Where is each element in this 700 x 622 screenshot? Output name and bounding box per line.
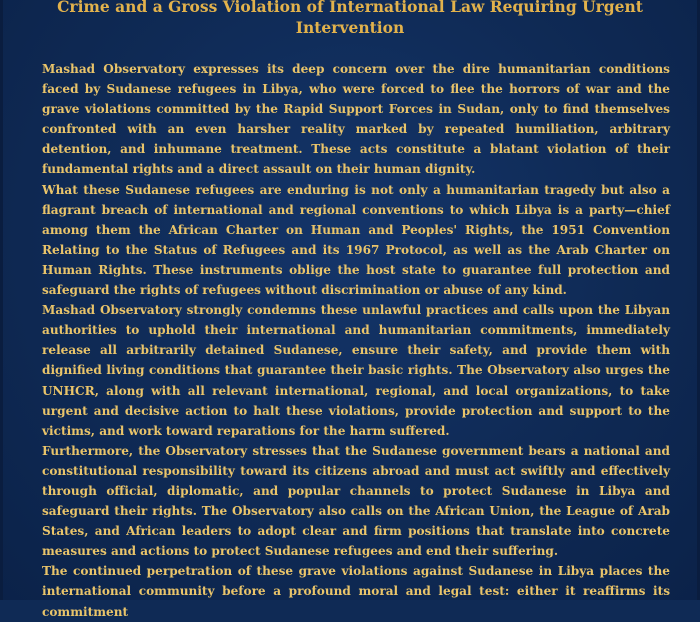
statement-body xyxy=(42,59,670,622)
left-edge xyxy=(0,0,3,600)
statement-title xyxy=(40,0,660,38)
paragraph-4: Furthermore, the Observatory stresses that the Sudanese government bears a national and constitutional responsibility toward its citizens abroad and must act swiftly and effectively through official, diplomatic, and popular channels to protect Sudanese in Libya and safeguard their rights. The Observatory also calls on the African Union, the League of Arab States, and African leaders to adopt clear and firm positions that translate into concrete measures and actions to protect Sudanese refugees and end their suffering. xyxy=(42,443,670,559)
title-line-1: Crime and a Gross Violation of International Law Requiring Urgent xyxy=(57,0,643,16)
paragraph-2: What these Sudanese refugees are enduring is not only a humanitarian tragedy but also a flagrant breach of international and regional conventions to which Libya is a party—chief among them the African Charter on Human and Peoples' Rights, the 1951 Convention Relating to the Status of Refugees and its 1967 Protocol, as well as the Arab Charter on Human Rights. These instruments oblige the host state to guarantee full protection and safeguard the rights of refugees without discrimination or abuse of any kind. xyxy=(42,182,670,298)
paragraph-1: Mashad Observatory expresses its deep concern over the dire humanitarian conditions faced by Sudanese refugees in Libya, who were forced to flee the horrors of war and the grave violations committed by the Rapid Support Forces in Sudan, only to find themselves confronted with an even harsher reality marked by repeated humiliation, arbitrary detention, and inhumane treatment. These acts constitute a blatant violation of their fundamental rights and a direct assault on their human dignity. xyxy=(42,62,670,177)
paragraph-5: The continued perpetration of these grave violations against Sudanese in Libya places the international community before a profound moral and legal test: either it reaffirms its commitment xyxy=(42,564,670,619)
paragraph-3: Mashad Observatory strongly condemns these unlawful practices and calls upon the Libyan authorities to uphold their international and humanitarian commitments, immediately release all arbitrarily detained Sudanese, ensure their safety, and provide them with dignified living conditions that guarantee their basic rights. The Observatory also urges the UNHCR, along with all relevant international, regional, and local organizations, to take urgent and decisive action to halt these violations, provide protection and support to the victims, and work toward reparations for the harm suffered. xyxy=(42,303,670,438)
title-line-2: Intervention xyxy=(295,18,405,37)
